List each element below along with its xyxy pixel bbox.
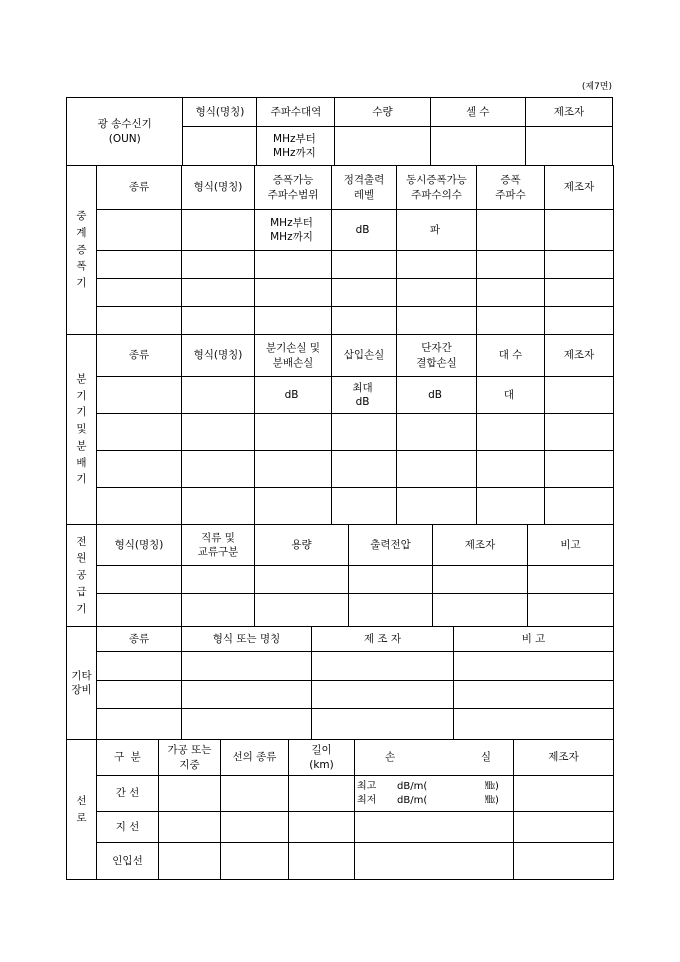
- input-simultaneous-count[interactable]: 파: [397, 210, 477, 251]
- header-note: 비고: [528, 525, 614, 566]
- input-cell[interactable]: [332, 307, 397, 335]
- input-cell[interactable]: [182, 451, 255, 488]
- header-maker: 제조자: [433, 525, 528, 566]
- input-cell[interactable]: [289, 812, 355, 843]
- input-cell[interactable]: [159, 843, 221, 880]
- input-cell[interactable]: [97, 414, 182, 451]
- input-type[interactable]: [97, 377, 182, 414]
- input-cell[interactable]: [545, 279, 614, 307]
- input-cell[interactable]: [255, 488, 332, 525]
- input-model[interactable]: [182, 210, 255, 251]
- header-maker: 제조자: [525, 98, 612, 127]
- input-cell[interactable]: [97, 594, 182, 627]
- input-rated-output[interactable]: dB: [332, 210, 397, 251]
- input-cell[interactable]: [397, 279, 477, 307]
- input-cell[interactable]: [454, 709, 614, 740]
- input-cell[interactable]: [528, 566, 614, 594]
- header-note: 비 고: [454, 627, 614, 652]
- input-cell[interactable]: [545, 251, 614, 279]
- optical-transceiver-label: 광 송수신기 (OUN): [67, 98, 183, 166]
- header-model: 형식 또는 명칭: [182, 627, 312, 652]
- input-cell[interactable]: [182, 488, 255, 525]
- input-cell[interactable]: [182, 681, 312, 709]
- input-cell[interactable]: [332, 451, 397, 488]
- input-aerial-underground[interactable]: [159, 776, 221, 812]
- header-maker: 제조자: [514, 740, 614, 776]
- input-maker[interactable]: [545, 377, 614, 414]
- input-cell[interactable]: [289, 843, 355, 880]
- section-tap-splitter: [66, 334, 614, 525]
- input-cell[interactable]: [349, 594, 433, 627]
- input-cell[interactable]: [433, 566, 528, 594]
- input-cell[interactable]: [97, 709, 182, 740]
- input-cell[interactable]: [97, 652, 182, 681]
- input-cell[interactable]: [182, 594, 255, 627]
- header-length: 길이 (km): [289, 740, 355, 776]
- input-coupling-loss[interactable]: dB: [397, 377, 477, 414]
- header-type: 종류: [97, 627, 182, 652]
- header-loss: 손 실: [355, 740, 514, 776]
- input-frequency-range[interactable]: MHz부터 MHz까지: [255, 210, 332, 251]
- input-amplified-frequency[interactable]: [477, 210, 545, 251]
- line-label: 선로: [67, 740, 97, 880]
- header-model: 형식(명칭): [183, 98, 257, 127]
- input-cell[interactable]: [312, 709, 454, 740]
- header-output-voltage: 출력전압: [349, 525, 433, 566]
- input-maker[interactable]: [545, 210, 614, 251]
- input-maker[interactable]: [514, 776, 614, 812]
- other-equipment-label: 기타 장비: [67, 627, 97, 740]
- header-coupling-loss: 단자간 결합손실: [397, 335, 477, 377]
- input-cell[interactable]: [332, 488, 397, 525]
- input-insertion-loss[interactable]: 최대 dB: [332, 377, 397, 414]
- section-repeater-amplifier: [66, 165, 614, 335]
- input-cell[interactable]: [477, 279, 545, 307]
- header-maker: 제 조 자: [312, 627, 454, 652]
- input-maker[interactable]: [525, 127, 612, 166]
- input-loss[interactable]: [355, 776, 514, 812]
- header-rated-output: 정격출력 레벨: [332, 166, 397, 210]
- input-cell[interactable]: [97, 307, 182, 335]
- input-cell[interactable]: [97, 279, 182, 307]
- row-label-drop: 인입선: [97, 843, 159, 880]
- input-cell[interactable]: [477, 414, 545, 451]
- header-division: 구 분: [97, 740, 159, 776]
- input-model[interactable]: [183, 127, 257, 166]
- input-cell[interactable]: [182, 251, 255, 279]
- input-quantity[interactable]: [335, 127, 430, 166]
- input-cell[interactable]: [545, 488, 614, 525]
- input-cell[interactable]: [255, 451, 332, 488]
- power-supply-label: 전원공급기: [67, 525, 97, 627]
- input-cell[interactable]: [477, 307, 545, 335]
- input-cell[interactable]: [514, 812, 614, 843]
- input-cell[interactable]: [255, 566, 349, 594]
- input-cell[interactable]: [332, 251, 397, 279]
- header-cell-count: 셀 수: [430, 98, 525, 127]
- header-simultaneous-count: 동시증폭가능 주파수의수: [397, 166, 477, 210]
- input-cell[interactable]: [355, 843, 514, 880]
- header-capacity: 용량: [255, 525, 349, 566]
- page-number: (제7면): [581, 82, 612, 92]
- input-cell[interactable]: [182, 566, 255, 594]
- header-maker: 제조자: [545, 166, 614, 210]
- input-cell[interactable]: [182, 414, 255, 451]
- input-cell[interactable]: [528, 594, 614, 627]
- input-length[interactable]: [289, 776, 355, 812]
- input-cell[interactable]: [545, 414, 614, 451]
- row-label-branch: 지 선: [97, 812, 159, 843]
- input-cell[interactable]: [255, 307, 332, 335]
- header-amplified-frequency: 증폭 주파수: [477, 166, 545, 210]
- header-amplifiable-range: 증폭가능 주파수범위: [255, 166, 332, 210]
- input-cell[interactable]: [332, 279, 397, 307]
- section-optical-transceiver: [66, 97, 613, 166]
- input-model[interactable]: [182, 377, 255, 414]
- header-type: 종류: [97, 166, 182, 210]
- input-cell[interactable]: [255, 279, 332, 307]
- header-model: 형식(명칭): [182, 335, 255, 377]
- section-power-supply: [66, 524, 614, 627]
- input-cell[interactable]: [397, 251, 477, 279]
- header-maker: 제조자: [545, 335, 614, 377]
- section-line: [66, 739, 614, 880]
- input-cell[interactable]: [221, 843, 289, 880]
- input-cell[interactable]: [332, 414, 397, 451]
- loss-min: 최저 dB/m( ㎒): [357, 794, 499, 806]
- input-cell[interactable]: [397, 488, 477, 525]
- input-cell[interactable]: [159, 812, 221, 843]
- input-cell[interactable]: [397, 414, 477, 451]
- input-cell[interactable]: [312, 681, 454, 709]
- input-cell[interactable]: [477, 251, 545, 279]
- input-cell[interactable]: [433, 594, 528, 627]
- input-cell[interactable]: [397, 307, 477, 335]
- input-cell[interactable]: [477, 451, 545, 488]
- input-cell[interactable]: [97, 566, 182, 594]
- tap-splitter-label: 분기기 및 분배기: [67, 335, 97, 525]
- header-insertion-loss: 삽입손실: [332, 335, 397, 377]
- header-count: 대 수: [477, 335, 545, 377]
- input-cell[interactable]: [454, 652, 614, 681]
- input-frequency-band[interactable]: MHz부터 MHz까지: [257, 127, 335, 166]
- input-cell[interactable]: [182, 652, 312, 681]
- input-cell[interactable]: [397, 451, 477, 488]
- header-acdc: 직류 및 교류구분: [182, 525, 255, 566]
- input-cell[interactable]: [545, 307, 614, 335]
- section-other-equipment: [66, 626, 614, 740]
- input-count[interactable]: 대: [477, 377, 545, 414]
- input-cell[interactable]: [477, 488, 545, 525]
- input-cell[interactable]: [255, 594, 349, 627]
- header-type: 종류: [97, 335, 182, 377]
- input-cell[interactable]: [514, 843, 614, 880]
- loss-max: 최고 dB/m( ㎒): [357, 781, 499, 792]
- input-cell[interactable]: [221, 812, 289, 843]
- input-cell[interactable]: [255, 251, 332, 279]
- input-cell[interactable]: [182, 709, 312, 740]
- input-type[interactable]: [97, 210, 182, 251]
- header-aerial-underground: 가공 또는 지중: [159, 740, 221, 776]
- header-model: 형식(명칭): [97, 525, 182, 566]
- input-cell[interactable]: [182, 307, 255, 335]
- header-model: 형식(명칭): [182, 166, 255, 210]
- input-cell[interactable]: [97, 488, 182, 525]
- input-cell[interactable]: [312, 652, 454, 681]
- input-cell[interactable]: [454, 681, 614, 709]
- input-cell[interactable]: [97, 451, 182, 488]
- input-cell[interactable]: [545, 451, 614, 488]
- header-frequency-band: 주파수대역: [257, 98, 335, 127]
- input-cell-count[interactable]: [430, 127, 525, 166]
- header-line-type: 선의 종류: [221, 740, 289, 776]
- input-cell[interactable]: [349, 566, 433, 594]
- input-cell[interactable]: [255, 414, 332, 451]
- input-line-type[interactable]: [221, 776, 289, 812]
- input-cell[interactable]: [97, 251, 182, 279]
- input-tap-loss[interactable]: dB: [255, 377, 332, 414]
- header-tap-loss: 분기손실 및 분배손실: [255, 335, 332, 377]
- row-label-trunk: 간 선: [97, 776, 159, 812]
- header-quantity: 수량: [335, 98, 430, 127]
- input-cell[interactable]: [182, 279, 255, 307]
- input-cell[interactable]: [355, 812, 514, 843]
- input-cell[interactable]: [97, 681, 182, 709]
- repeater-amplifier-label: 중계증폭기: [67, 166, 97, 335]
